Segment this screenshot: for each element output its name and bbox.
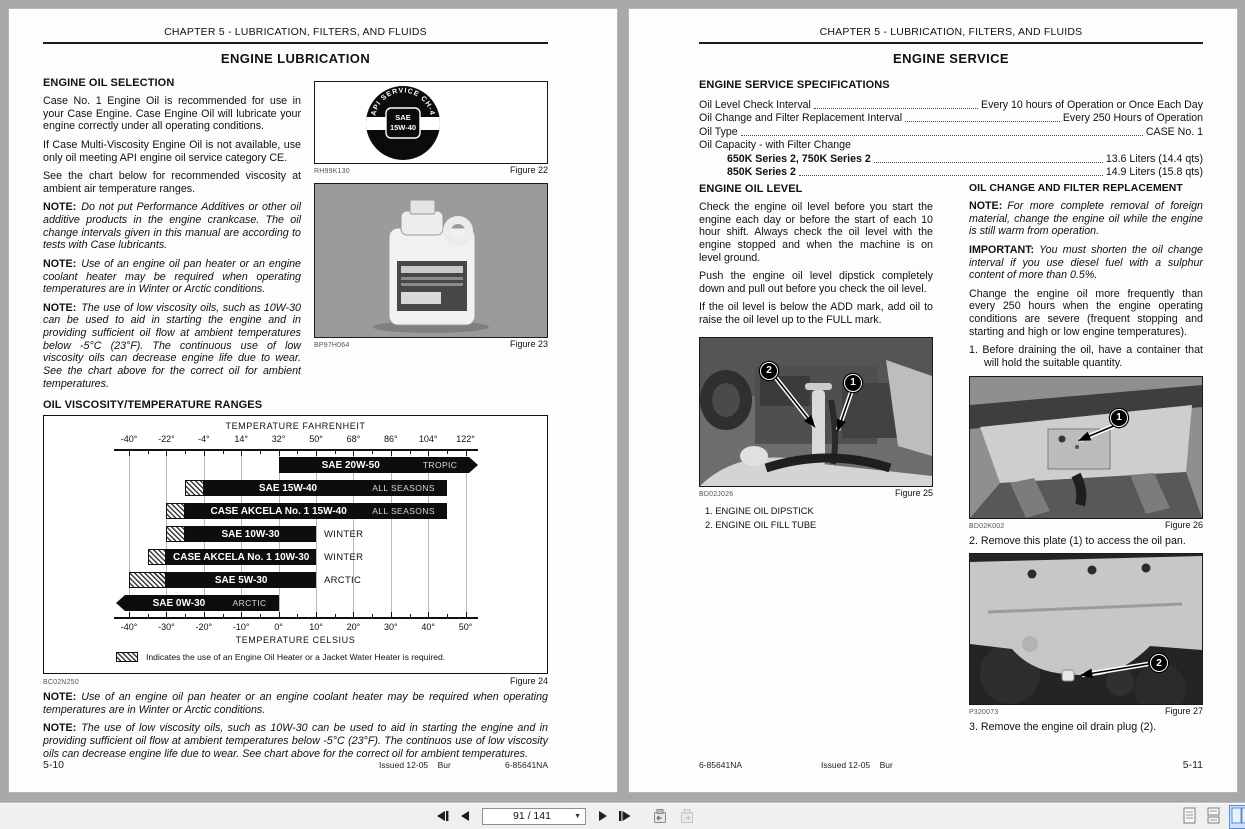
chart-bar: [166, 549, 316, 565]
previous-page-button[interactable]: [454, 806, 476, 826]
section-heading: ENGINE OIL SELECTION: [43, 77, 175, 89]
chart-tick-mark: [148, 614, 149, 617]
note-label: NOTE:: [43, 301, 77, 314]
chart-tick-mark: [223, 614, 224, 617]
note-label: NOTE:: [43, 257, 77, 270]
celsius-tick-label: 0°: [274, 622, 283, 632]
specs-heading: ENGINE SERVICE SPECIFICATIONS: [699, 79, 890, 91]
manual-page-right: [628, 8, 1238, 793]
celsius-tick-label: 10°: [309, 622, 323, 632]
section-heading: OIL CHANGE AND FILTER REPLACEMENT: [969, 183, 1183, 194]
spec-row: [699, 124, 1203, 138]
note-text: Do not put Performance Additives or other oil additive products in the engine crankcase. The oil change intervals given in this manual are according to tests with Case lubricants.: [43, 201, 301, 252]
figures-column: [314, 81, 548, 349]
figure25-legend: [705, 504, 933, 533]
oil-jug-photo: [315, 184, 547, 337]
chart-bottom-axis: [114, 617, 478, 619]
chart-tick-mark: [241, 451, 242, 456]
figure-caption: Figure 22: [509, 165, 548, 175]
figure-caption: Figure 25: [894, 487, 933, 498]
dot-leader: [874, 162, 1103, 163]
chart-bar-label: SAE 15W-40: [258, 482, 318, 494]
chart-bar-label: SAE 5W-30: [214, 574, 268, 586]
celsius-tick-label: -10°: [232, 622, 250, 632]
first-page-button[interactable]: [432, 806, 454, 826]
important-label: IMPORTANT:: [969, 243, 1035, 256]
next-view-icon: [678, 809, 695, 824]
chart-season-label: WINTER: [324, 529, 364, 540]
fahrenheit-tick-label: -22°: [158, 434, 175, 444]
page-footer: [43, 757, 548, 771]
previous-page-icon: [459, 810, 471, 822]
figure-caption: Figure 27: [1164, 706, 1203, 717]
note-text: For more complete removal of foreign material, change the engine oil while the engine is still warm from operation.: [969, 200, 1203, 238]
spec-row: [699, 151, 1203, 165]
chart-tick-mark: [223, 451, 224, 454]
dot-leader: [799, 175, 1103, 176]
spec-value: CASE No. 1: [1145, 125, 1203, 138]
chart-tick-mark: [391, 451, 392, 456]
important-text: You must shorten the oil change interval if you use diesel fuel with a sulphur content of more than 0.5%.: [969, 243, 1203, 282]
figure-caption: Figure 26: [1164, 519, 1203, 530]
note-paragraph: [43, 258, 301, 296]
figure-code: P320073: [969, 709, 999, 717]
spec-label: Oil Capacity - with Filter Change: [699, 139, 851, 151]
paragraph: Case No. 1 Engine Oil is recommended for use in your Case Engine. Case Engine Oil will lubricate your engine correctly under all operating conditions.: [43, 95, 301, 133]
celsius-tick-label: 30°: [383, 622, 398, 632]
continuous-layout-button[interactable]: [1206, 806, 1221, 828]
oil-level-column: [699, 183, 933, 532]
chart-season-label: ALL SEASONS: [372, 506, 435, 516]
page-number-combobox[interactable]: [482, 808, 586, 825]
chart-season-label: ARCTIC: [232, 598, 267, 608]
note-text: The use of low viscosity oils, such as 10W-30 can be used to aid in starting the engine and in providing sufficient oil flow at ambient temperatures below -5°C (23°F). The continuos use of low viscosity oils can decrease engine life due to wear. See chart above for the correct oil for ambient temperatures.: [43, 722, 548, 760]
spec-label: 650K Series 2, 750K Series 2: [727, 152, 871, 165]
callout-badge: 2: [760, 362, 778, 380]
spec-value: Every 250 Hours of Operation: [1062, 112, 1203, 124]
heater-hatch-swatch: [116, 652, 138, 662]
celsius-tick-label: 20°: [346, 622, 361, 632]
chart-tick-mark: [260, 614, 261, 617]
chart-season-label: WINTER: [324, 552, 364, 563]
paragraph: Check the engine oil level before you start the engine each day or before the start of each 10 hour shift. Always check the oil level with the engine stopped and when the machine is on level ground.: [699, 201, 933, 264]
last-page-button[interactable]: [614, 806, 636, 826]
callout-badge: 1: [1110, 409, 1128, 427]
fahrenheit-tick-label: 14°: [234, 434, 248, 444]
chart-tick-mark: [204, 612, 205, 617]
logo-arc-text: API SERVICE CH-4: [370, 87, 436, 117]
chart-tick-mark: [391, 612, 392, 617]
chart-gridline: [316, 451, 317, 617]
chart-heater-range: [166, 503, 185, 519]
chart-bar-label: SAE 20W-50: [321, 459, 380, 471]
chart-bar-label: CASE AKCELA No. 1 15W-40: [210, 505, 347, 517]
footer-page-number: 5-10: [43, 759, 65, 771]
chart-season-label: ARCTIC: [324, 575, 362, 586]
figure27-meta: [969, 706, 1203, 716]
footer-issued: Issued 12-05 Bur: [821, 760, 893, 770]
spec-row: [699, 97, 1203, 111]
chart-bar-arrow: [116, 595, 125, 611]
chart-tick-mark: [335, 614, 336, 617]
fahrenheit-tick-label: 104°: [418, 434, 438, 444]
spec-value: 13.6 Liters (14.4 qts): [1105, 152, 1203, 165]
spec-row: [699, 165, 1203, 179]
legend-item: 2. ENGINE OIL FILL TUBE: [705, 520, 817, 531]
first-page-icon: [436, 810, 450, 822]
engine-bay-photo: [700, 338, 932, 486]
celsius-tick-label: -30°: [158, 622, 175, 632]
celsius-tick-label: 40°: [421, 622, 435, 632]
chart-tick-mark: [260, 451, 261, 454]
figure24-meta: [43, 676, 548, 686]
figure-caption: Figure 24: [509, 676, 548, 686]
logo-center-line2: 15W-40: [389, 123, 417, 132]
fahrenheit-tick-label: -40°: [120, 434, 138, 444]
chart-tick-mark: [129, 451, 130, 456]
figure27-image: [969, 553, 1203, 705]
step-item: 2. Remove this plate (1) to access the oil pan.: [969, 534, 1186, 547]
figure25-image: [699, 337, 933, 487]
chart-tick-mark: [410, 614, 411, 617]
legend-text: Indicates the use of an Engine Oil Heater or a Jacket Water Heater is required.: [146, 652, 446, 662]
celsius-tick-label: -20°: [195, 622, 213, 632]
spec-row: [699, 111, 1203, 125]
chart-bar-arrow: [469, 457, 478, 473]
section-heading: ENGINE OIL LEVEL: [699, 183, 803, 195]
chart-tick-mark: [241, 612, 242, 617]
bottom-notes: [43, 691, 548, 766]
note-paragraph: [43, 201, 301, 252]
chart-tick-mark: [185, 614, 186, 617]
figure-code: BP97H064: [314, 342, 350, 349]
figure-code: BC02N250: [43, 679, 79, 686]
fahrenheit-tick-label: 32°: [271, 434, 286, 444]
chart-tick-mark: [447, 614, 448, 617]
fahrenheit-tick-label: 86°: [383, 434, 398, 444]
chart-tick-mark: [316, 451, 317, 456]
page-title: ENGINE SERVICE: [893, 51, 1009, 66]
chart-tick-mark: [279, 612, 280, 617]
logo-center-line1: SAE: [395, 113, 411, 122]
chart-tick-mark: [279, 451, 280, 456]
previous-view-icon: [651, 809, 668, 824]
chart-top-axis-title: TEMPERATURE FAHRENHEIT: [225, 421, 366, 431]
chart-tick-mark: [129, 612, 130, 617]
chart-season-label: ALL SEASONS: [372, 483, 435, 493]
chart-heater-range: [166, 526, 185, 542]
callout-badge: 2: [1150, 654, 1168, 672]
note-paragraph: [43, 302, 301, 390]
chart-bottom-axis-title: TEMPERATURE CELSIUS: [235, 635, 356, 645]
chart-tick-mark: [204, 451, 205, 456]
page-footer: [699, 757, 1203, 771]
paragraph: Change the engine oil more frequently than every 250 hours when the engine operating conditions are severe (frequent stopping and starting and high or low engine temperatures).: [969, 287, 1203, 338]
chart-bar: [185, 503, 447, 519]
chart-gridline: [129, 451, 130, 617]
callout-badge: 1: [844, 374, 862, 392]
chart-bar: [204, 480, 447, 496]
spec-label: Oil Level Check Interval: [699, 98, 811, 111]
figure22-image: [314, 81, 548, 164]
next-page-button[interactable]: [592, 806, 614, 826]
figure-code: BD02J026: [699, 490, 734, 498]
chart-gridline: [466, 451, 467, 617]
continuous-layout-icon: [1207, 807, 1220, 824]
dot-leader: [741, 135, 1143, 136]
chart-tick-mark: [372, 451, 373, 454]
dot-leader: [814, 108, 978, 109]
chart-tick-mark: [353, 612, 354, 617]
chart-tick-mark: [316, 612, 317, 617]
celsius-tick-label: 50°: [458, 622, 473, 632]
figure23-meta: [314, 339, 548, 349]
chart-tick-mark: [185, 451, 186, 454]
next-page-icon: [597, 810, 609, 822]
spec-label: Oil Type: [699, 125, 738, 138]
note-label: NOTE:: [43, 722, 77, 735]
chapter-header: CHAPTER 5 - LUBRICATION, FILTERS, AND FLUIDS: [819, 26, 1083, 38]
chapter-header: CHAPTER 5 - LUBRICATION, FILTERS, AND FLUIDS: [164, 26, 427, 38]
header-rule: [699, 42, 1203, 44]
note-label: NOTE:: [43, 691, 77, 703]
chart-gridline: [391, 451, 392, 617]
header-rule: [43, 42, 548, 44]
facing-layout-button[interactable]: [1230, 806, 1245, 828]
view-history-buttons: [648, 806, 697, 826]
footer-doc-number: 6-85641NA: [699, 760, 743, 770]
figure-code: RH99K130: [314, 168, 350, 175]
footer-doc-number: 6-85641NA: [504, 760, 548, 770]
paragraph: If the oil level is below the ADD mark, add oil to raise the oil level up to the FULL mark.: [699, 301, 933, 326]
spec-label: 850K Series 2: [727, 166, 796, 178]
step-item: 1. Before draining the oil, have a container that will hold the suitable quantity.: [969, 344, 1203, 369]
spec-value: 14.9 Liters (15.8 qts): [1105, 166, 1203, 178]
note-text: Use of an engine oil pan heater or an engine coolant heater may be required when operating temperatures are in Winter or Arctic conditions.: [43, 257, 301, 296]
spec-label: Oil Change and Filter Replacement Interval: [699, 112, 903, 124]
chart-bar: [166, 572, 316, 588]
chart-tick-mark: [372, 614, 373, 617]
specs-table: [699, 97, 1203, 178]
chevron-down-icon: ▼: [574, 812, 581, 820]
figure26-image: [969, 376, 1203, 519]
chart-tick-mark: [166, 612, 167, 617]
next-view-button[interactable]: [675, 806, 697, 826]
legend-item: 1. ENGINE OIL DIPSTICK: [705, 505, 814, 516]
note-text: Use of an engine oil pan heater or an engine coolant heater may be required when operating temperatures are in Winter or Arctic conditions.: [43, 691, 548, 716]
single-page-layout-icon: [1183, 807, 1196, 824]
chart-bar-label: CASE AKCELA No. 1 10W-30: [173, 551, 310, 563]
chart-tick-mark: [428, 451, 429, 456]
step-item: 3. Remove the engine oil drain plug (2).: [969, 721, 1157, 734]
note-paragraph: [43, 691, 548, 716]
note-paragraph: [969, 200, 1203, 238]
chart-legend: [116, 652, 445, 662]
spec-value: Every 10 hours of Operation or Once Each Day: [981, 98, 1203, 111]
chart-bar: [279, 457, 470, 473]
chart-bar: [125, 595, 278, 611]
chart-tick-mark: [148, 451, 149, 454]
page-title: ENGINE LUBRICATION: [220, 51, 371, 66]
viscosity-heading: OIL VISCOSITY/TEMPERATURE RANGES: [43, 399, 263, 411]
figure23-image: [314, 183, 548, 338]
celsius-tick-label: -40°: [120, 622, 138, 632]
figure-code: BD02K002: [969, 522, 1005, 530]
last-page-icon: [618, 810, 632, 822]
figure-caption: Figure 23: [509, 339, 548, 349]
facing-layout-icon: [1231, 807, 1245, 824]
fahrenheit-tick-label: -4°: [197, 434, 210, 444]
fahrenheit-tick-label: 122°: [456, 434, 475, 444]
fahrenheit-tick-label: 50°: [309, 434, 323, 444]
footer-page-number: 5-11: [1182, 759, 1203, 771]
page-indicator: 91 / 141: [513, 810, 551, 822]
fahrenheit-tick-label: 68°: [346, 434, 361, 444]
chart-tick-mark: [353, 451, 354, 456]
page-navigation: [432, 803, 697, 829]
chart-season-label: TROPIC: [422, 460, 458, 470]
chart-tick-mark: [447, 451, 448, 454]
figure26-meta: [969, 520, 1203, 530]
chart-gridline: [428, 451, 429, 617]
important-paragraph: [969, 244, 1203, 282]
paragraph: See the chart below for recommended viscosity at ambient air temperature ranges.: [43, 170, 301, 195]
pdf-viewer-toolbar: [0, 802, 1245, 829]
note-label: NOTE:: [43, 201, 77, 214]
note-label: NOTE:: [969, 200, 1003, 212]
api-oil-logo: [315, 82, 547, 163]
note-paragraph: [43, 722, 548, 760]
chart-bar: [185, 526, 316, 542]
chart-tick-mark: [335, 451, 336, 454]
chart-tick-mark: [410, 451, 411, 454]
chart-bar-label: SAE 10W-30: [221, 528, 280, 540]
oil-pan-photo: [970, 554, 1202, 704]
chart-bar-label: SAE 0W-30: [152, 597, 206, 609]
manual-page-left: [8, 8, 618, 793]
previous-view-button[interactable]: [648, 806, 670, 826]
paragraph: Push the engine oil level dipstick completely down and pull out before you check the oil level.: [699, 270, 933, 295]
chart-tick-mark: [297, 451, 298, 454]
chart-heater-range: [185, 480, 204, 496]
page-layout-buttons: [1182, 806, 1245, 828]
note-text: The use of low viscosity oils, such as 10W-30 can be used to aid in starting the engine and in providing sufficient oil flow at ambient temperatures below -5°C (23°F). The continuous use of low viscosity oils can decrease engine life due to wear. See the chart above for the correct oil for ambient temperatures.: [43, 301, 301, 390]
chart-tick-mark: [166, 451, 167, 456]
oil-change-column: [969, 183, 1203, 740]
paragraph: If Case Multi-Viscosity Engine Oil is not available, use only oil meeting API engine oil service category CE.: [43, 138, 301, 164]
chart-tick-mark: [466, 451, 467, 456]
figure22-meta: [314, 165, 548, 175]
dot-leader: [905, 121, 1060, 122]
oil-selection-column: [43, 77, 301, 396]
spec-row: [699, 138, 1203, 152]
single-page-layout-button[interactable]: [1182, 806, 1197, 828]
chart-heater-range: [129, 572, 166, 588]
footer-issued: Issued 12-05 Bur: [379, 760, 451, 770]
figure24-chart: [43, 415, 548, 674]
chart-tick-mark: [428, 612, 429, 617]
chart-heater-range: [148, 549, 167, 565]
chart-tick-mark: [297, 614, 298, 617]
chart-tick-mark: [466, 612, 467, 617]
figure25-meta: [699, 488, 933, 498]
access-plate-photo: [970, 377, 1202, 518]
chart-top-axis: [114, 449, 478, 451]
